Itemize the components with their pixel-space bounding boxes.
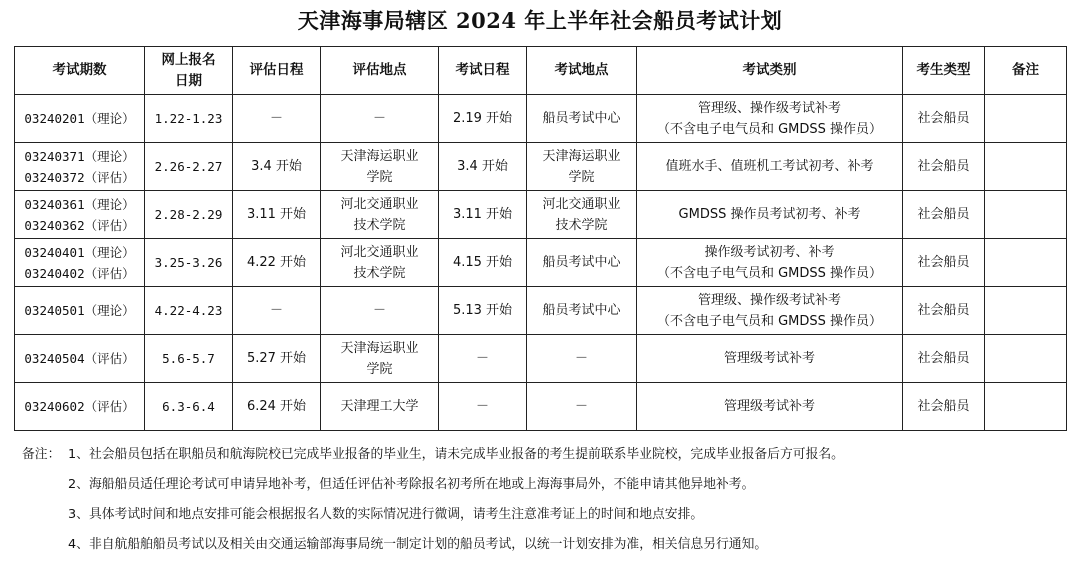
evaluation-date-cell xyxy=(233,335,321,383)
cell-text: 河北交通职业 xyxy=(340,196,419,212)
exam-category-cell xyxy=(637,239,903,287)
cell-text: （不含电子电气员和 GMDSS 操作员） xyxy=(656,313,883,329)
cell-text: － xyxy=(475,399,489,414)
header-text: 考试日程 xyxy=(455,62,510,78)
table-row xyxy=(15,383,1067,431)
evaluation-place-cell xyxy=(321,335,439,383)
cell-text: 天津海运职业 xyxy=(340,340,419,356)
cell-text: 社会船员 xyxy=(917,399,970,414)
cell-text: 学院 xyxy=(366,169,393,185)
cell-text: 03240501（理论） xyxy=(24,303,135,318)
exam-category-cell xyxy=(637,95,903,143)
cell-text: 03240201（理论） xyxy=(24,111,135,126)
exam-category-cell xyxy=(637,383,903,431)
header-text: 考生类型 xyxy=(916,62,971,78)
cell-text: － xyxy=(372,111,386,126)
evaluation-place-cell xyxy=(321,143,439,191)
evaluation-date-cell xyxy=(233,191,321,239)
cell-text: － xyxy=(269,111,283,126)
exam-place-cell xyxy=(527,191,637,239)
evaluation-date-cell xyxy=(233,143,321,191)
cell-text: 5.27 开始 xyxy=(246,351,307,366)
cell-text: 管理级考试补考 xyxy=(723,351,815,366)
exam-date-cell xyxy=(439,143,527,191)
cell-text: 技术学院 xyxy=(555,217,608,233)
cell-text: 社会船员 xyxy=(917,159,970,174)
exam-date-cell xyxy=(439,335,527,383)
candidate-type-cell xyxy=(903,239,985,287)
remark-cell xyxy=(985,143,1067,191)
cell-text: 管理级考试补考 xyxy=(723,399,815,414)
cell-text: 03240362（评估） xyxy=(24,217,135,233)
evaluation-date-cell xyxy=(233,383,321,431)
cell-text: 5.13 开始 xyxy=(452,303,513,318)
header-remark xyxy=(985,47,1067,95)
evaluation-date-cell xyxy=(233,239,321,287)
exam-category-cell xyxy=(637,335,903,383)
exam-date-cell xyxy=(439,239,527,287)
header-text: 日期 xyxy=(175,72,202,89)
exam-date-cell xyxy=(439,383,527,431)
exam-period-cell xyxy=(15,239,145,287)
cell-text: （不含电子电气员和 GMDSS 操作员） xyxy=(656,121,883,137)
cell-text: （不含电子电气员和 GMDSS 操作员） xyxy=(656,265,883,281)
exam-category-cell xyxy=(637,287,903,335)
header-exam-date xyxy=(439,47,527,95)
cell-text: 2.26-2.27 xyxy=(154,159,223,174)
header-exam-place xyxy=(527,47,637,95)
cell-text: 1.22-1.23 xyxy=(154,111,223,126)
registration-date-cell xyxy=(145,143,233,191)
candidate-type-cell xyxy=(903,383,985,431)
remark-cell xyxy=(985,239,1067,287)
cell-text: 天津海运职业 xyxy=(542,148,621,164)
note-item xyxy=(22,530,1072,560)
note-text: 1、社会船员包括在职船员和航海院校已完成毕业报备的毕业生，请未完成毕业报备的考生提前联系毕业院校，完成毕业报备后方可报名。 xyxy=(68,447,844,462)
table-header-row xyxy=(15,47,1067,95)
cell-text: 社会船员 xyxy=(917,351,970,366)
note-item xyxy=(22,470,1072,500)
cell-text: 3.25-3.26 xyxy=(154,255,223,270)
evaluation-place-cell xyxy=(321,191,439,239)
exam-place-cell xyxy=(527,335,637,383)
exam-place-cell xyxy=(527,143,637,191)
cell-text: 6.24 开始 xyxy=(246,399,307,414)
cell-text: 2.19 开始 xyxy=(452,111,513,126)
registration-date-cell xyxy=(145,239,233,287)
table-row xyxy=(15,287,1067,335)
cell-text: 船员考试中心 xyxy=(542,255,621,270)
cell-text: 学院 xyxy=(568,169,595,185)
cell-text: 2.28-2.29 xyxy=(154,207,223,222)
cell-text: 3.11 开始 xyxy=(246,207,307,222)
exam-period-cell xyxy=(15,191,145,239)
cell-text: 天津理工大学 xyxy=(340,399,419,414)
candidate-type-cell xyxy=(903,95,985,143)
cell-text: 管理级、操作级考试补考 xyxy=(697,100,841,116)
exam-place-cell xyxy=(527,383,637,431)
cell-text: 学院 xyxy=(366,361,393,377)
notes-prefix: 备注： xyxy=(22,447,61,462)
evaluation-place-cell xyxy=(321,383,439,431)
cell-text: 5.6-5.7 xyxy=(162,351,215,366)
cell-text: 3.11 开始 xyxy=(452,207,513,222)
candidate-type-cell xyxy=(903,335,985,383)
header-registration-date xyxy=(145,47,233,95)
table-row xyxy=(15,95,1067,143)
candidate-type-cell xyxy=(903,143,985,191)
header-candidate-type xyxy=(903,47,985,95)
cell-text: 03240372（评估） xyxy=(24,169,135,185)
cell-text: 船员考试中心 xyxy=(542,303,621,318)
registration-date-cell xyxy=(145,287,233,335)
cell-text: 03240371（理论） xyxy=(24,148,135,164)
exam-schedule-table xyxy=(14,46,1067,431)
header-text: 考试地点 xyxy=(554,62,609,78)
header-text: 考试类别 xyxy=(742,62,797,78)
notes-section xyxy=(22,440,1072,560)
cell-text: － xyxy=(475,351,489,366)
note-item xyxy=(22,440,1072,470)
cell-text: 03240402（评估） xyxy=(24,265,135,281)
cell-text: 值班水手、值班机工考试初考、补考 xyxy=(665,159,874,174)
remark-cell xyxy=(985,383,1067,431)
table-row xyxy=(15,143,1067,191)
exam-date-cell xyxy=(439,191,527,239)
registration-date-cell xyxy=(145,383,233,431)
table-body xyxy=(15,95,1067,431)
cell-text: － xyxy=(372,303,386,318)
exam-date-cell xyxy=(439,95,527,143)
cell-text: 技术学院 xyxy=(353,265,406,281)
cell-text: 03240602（评估） xyxy=(24,399,135,414)
evaluation-place-cell xyxy=(321,287,439,335)
header-exam-period xyxy=(15,47,145,95)
cell-text: 3.4 开始 xyxy=(251,159,302,174)
note-text: 2、海船船员适任理论考试可申请异地补考，但适任评估补考除报名初考所在地或上海海事局外，不能申请其他异地补考。 xyxy=(68,477,755,492)
remark-cell xyxy=(985,335,1067,383)
candidate-type-cell xyxy=(903,191,985,239)
evaluation-place-cell xyxy=(321,95,439,143)
exam-category-cell xyxy=(637,191,903,239)
cell-text: 社会船员 xyxy=(917,255,970,270)
exam-category-cell xyxy=(637,143,903,191)
note-text: 4、非自航船舶船员考试以及相关由交通运输部海事局统一制定计划的船员考试，以统一计划安排为准，相关信息另行通知。 xyxy=(68,537,768,552)
evaluation-date-cell xyxy=(233,95,321,143)
cell-text: 社会船员 xyxy=(917,303,970,318)
cell-text: 天津海运职业 xyxy=(340,148,419,164)
cell-text: 社会船员 xyxy=(917,111,970,126)
cell-text: － xyxy=(574,351,588,366)
exam-period-cell xyxy=(15,335,145,383)
exam-date-cell xyxy=(439,287,527,335)
header-evaluation-place xyxy=(321,47,439,95)
cell-text: 4.15 开始 xyxy=(452,255,513,270)
cell-text: 河北交通职业 xyxy=(340,244,419,260)
exam-period-cell xyxy=(15,143,145,191)
cell-text: GMDSS 操作员考试初考、补考 xyxy=(678,207,861,222)
cell-text: 管理级、操作级考试补考 xyxy=(697,292,841,308)
header-text: 评估日程 xyxy=(249,62,304,78)
cell-text: 河北交通职业 xyxy=(542,196,621,212)
remark-cell xyxy=(985,287,1067,335)
cell-text: 03240361（理论） xyxy=(24,196,135,212)
table-row xyxy=(15,191,1067,239)
cell-text: 4.22-4.23 xyxy=(154,303,223,318)
remark-cell xyxy=(985,191,1067,239)
cell-text: － xyxy=(269,303,283,318)
cell-text: 社会船员 xyxy=(917,207,970,222)
header-text: 备注 xyxy=(1012,62,1039,78)
cell-text: 03240401（理论） xyxy=(24,244,135,260)
cell-text: 技术学院 xyxy=(353,217,406,233)
cell-text: － xyxy=(574,399,588,414)
exam-period-cell xyxy=(15,383,145,431)
exam-place-cell xyxy=(527,287,637,335)
header-text: 考试期数 xyxy=(52,62,107,78)
note-item xyxy=(22,500,1072,530)
cell-text: 4.22 开始 xyxy=(246,255,307,270)
registration-date-cell xyxy=(145,95,233,143)
header-exam-category xyxy=(637,47,903,95)
header-text: 评估地点 xyxy=(352,62,407,78)
header-text: 网上报名 xyxy=(161,51,216,68)
header-evaluation-date xyxy=(233,47,321,95)
cell-text: 3.4 开始 xyxy=(457,159,508,174)
evaluation-date-cell xyxy=(233,287,321,335)
table-row xyxy=(15,335,1067,383)
evaluation-place-cell xyxy=(321,239,439,287)
exam-period-cell xyxy=(15,95,145,143)
cell-text: 操作级考试初考、补考 xyxy=(704,244,835,260)
exam-period-cell xyxy=(15,287,145,335)
cell-text: 船员考试中心 xyxy=(542,111,621,126)
page-title: 天津海事局辖区 2024 年上半年社会船员考试计划 xyxy=(297,8,783,33)
exam-place-cell xyxy=(527,95,637,143)
registration-date-cell xyxy=(145,335,233,383)
registration-date-cell xyxy=(145,191,233,239)
exam-place-cell xyxy=(527,239,637,287)
cell-text: 6.3-6.4 xyxy=(162,399,215,414)
candidate-type-cell xyxy=(903,287,985,335)
remark-cell xyxy=(985,95,1067,143)
cell-text: 03240504（评估） xyxy=(24,351,135,366)
note-text: 3、具体考试时间和地点安排可能会根据报名人数的实际情况进行微调，请考生注意准考证上的时间和地点安排。 xyxy=(68,507,704,522)
table-row xyxy=(15,239,1067,287)
